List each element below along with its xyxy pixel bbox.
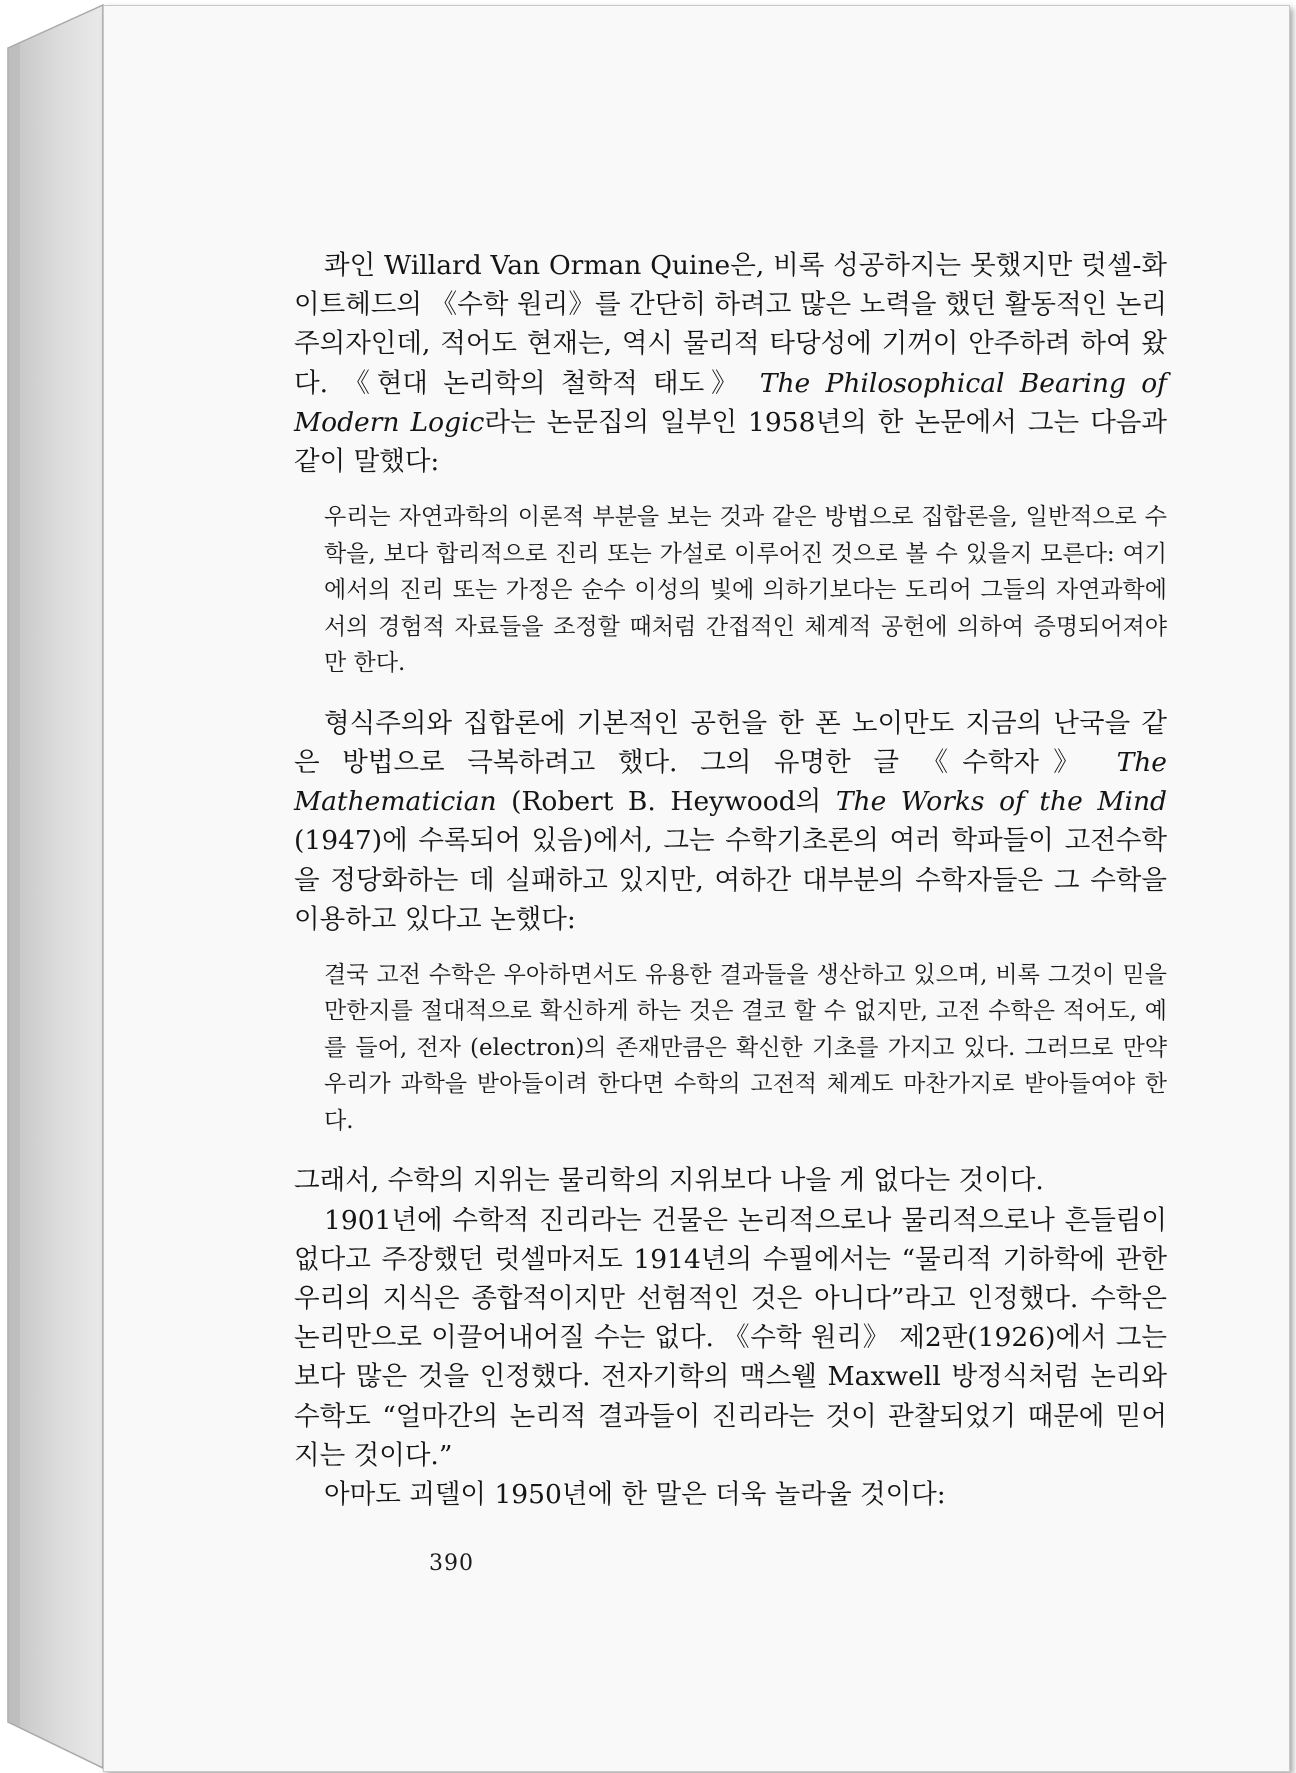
body-paragraph — [294, 246, 1167, 481]
italic-title: The Mathematician — [294, 746, 1167, 818]
text-run: 1901년에 수학적 진리라는 건물은 논리적으로나 물리적으로나 흔들림이 없다고 주장했던 럿셀마저도 1914년의 수필에서는 “물리적 기하학에 관한 우리의 지식은 종합적이지만 선험적인 것은 아니다”라고 인정했다. 수학은 논리만으로 이끌어내어질 수는 없다. 《수학 원리》 제2판(1926)에서 그는 보다 많은 것을 인정했다. 전자기학의 맥스웰 Maxwell 방정식처럼 논리와 수학도 “얼마간의 논리적 결과들이 진리라는 것이 관찰되었기 때문에 믿어지는 것이다.” — [294, 1204, 1167, 1471]
body-paragraph — [294, 1161, 1167, 1200]
block-quote — [324, 957, 1167, 1140]
text-run: (Robert B. Heywood의 — [496, 786, 836, 818]
book-page — [103, 5, 1290, 1772]
text-run: 아마도 괴델이 1950년에 한 말은 더욱 놀라울 것이다: — [324, 1479, 946, 1511]
body-paragraph — [294, 1475, 1167, 1514]
text-run: (1947)에 수록되어 있음)에서, 그는 수학기초론의 여러 학파들이 고전수학을 정당화하는 데 실패하고 있지만, 여하간 대부분의 수학자들은 그 수학을 이용하고 있다고 논했다: — [294, 825, 1167, 935]
italic-title: The Works of the Mind — [835, 786, 1167, 818]
text-run: 콰인 Willard Van Orman Quine은, 비록 성공하지는 못했지만 럿셀-화이트헤드의 《수학 원리》를 간단히 하려고 많은 노력을 했던 활동적인 논리주의자인데, 적어도 현재는, 역시 물리적 타당성에 기꺼이 안주하려 하여 왔다. 《현대 논리학의 철학적 태도》 — [294, 250, 1167, 399]
book-spine — [0, 0, 110, 1773]
text-run: 형식주의와 집합론에 기본적인 공헌을 한 폰 노이만도 지금의 난국을 같은 방법으로 극복하려고 했다. 그의 유명한 글 《수학자》 — [294, 707, 1167, 778]
text-run: 라는 논문집의 일부인 1958년의 한 논문에서 그는 다음과 같이 말했다: — [294, 406, 1167, 478]
page-number: 390 — [429, 1551, 474, 1576]
body-paragraph — [294, 1201, 1167, 1475]
italic-title: The Philosophical Bearing of Modern Logic — [294, 367, 1167, 438]
block-quote — [324, 499, 1167, 682]
text-run: 그래서, 수학의 지위는 물리학의 지위보다 나을 게 없다는 것이다. — [294, 1165, 1044, 1197]
text-run: 결국 고전 수학은 우아하면서도 유용한 결과들을 생산하고 있으며, 비록 그것이 믿을 만한지를 절대적으로 확신하게 하는 것은 결코 할 수 없지만, 고전 수학은 적어도, 예를 들어, 전자 (electron)의 존재만큼은 확신한 기초를 가지고 있다. 그러므로 만약 우리가 과학을 받아들이려 한다면 수학의 고전적 체계도 마찬가지로 받아들여야 한다. — [324, 961, 1167, 1134]
body-paragraph — [294, 704, 1167, 939]
page-body — [294, 246, 1167, 1514]
text-run: 우리는 자연과학의 이론적 부분을 보는 것과 같은 방법으로 집합론을, 일반적으로 수학을, 보다 합리적으로 진리 또는 가설로 이루어진 것으로 볼 수 있을지 모른다: 여기에서의 진리 또는 가정은 순수 이성의 빛에 의하기보다는 도리어 그들의 자연과학에서의 경험적 자료들을 조정할 때처럼 간접적인 체계적 공헌에 의하여 증명되어져야만 한다. — [324, 504, 1167, 677]
